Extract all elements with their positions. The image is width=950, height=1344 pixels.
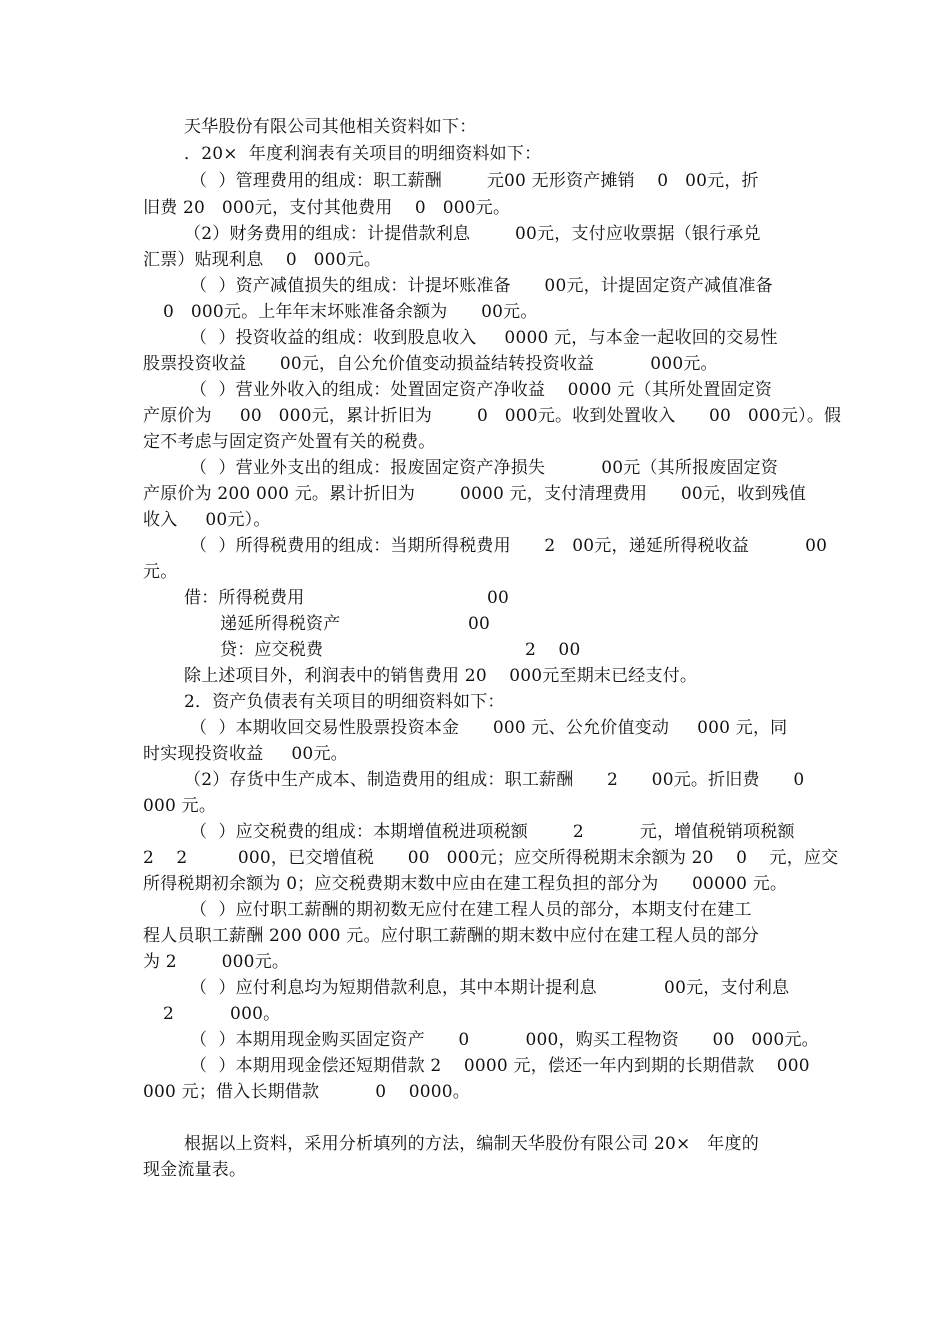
item-income-tax: （ ）所得税费用的组成：当期所得税费用 2 00元，递延所得税收益 00 bbox=[190, 536, 828, 556]
item-non-operating-income-cont2: 定不考虑与固定资产处置有关的税费。 bbox=[143, 432, 436, 452]
item-financial-expense: （2）财务费用的组成：计提借款利息 00元，支付应收票据（银行承兑 bbox=[184, 224, 761, 244]
item-fixed-asset-purchase: （ ）本期用现金购买固定资产 0 000，购买工程物资 00 000元。 bbox=[190, 1030, 819, 1050]
journal-credit-line: 贷：应交税费 bbox=[220, 640, 324, 660]
item-financial-expense-cont: 汇票）贴现利息 0 000元。 bbox=[143, 250, 382, 270]
journal-debit-amount-2: 00 bbox=[468, 614, 491, 634]
item-taxes-payable: （ ）应交税费的组成：本期增值税进项税额 2 元，增值税销项税额 bbox=[190, 822, 795, 842]
instruction-line-cont: 现金流量表。 bbox=[143, 1160, 247, 1180]
item-management-expense: （ ）管理费用的组成：职工薪酬 元00 无形资产摊销 0 00元，折 bbox=[190, 171, 759, 191]
item-inventory: （2）存货中生产成本、制造费用的组成：职工薪酬 2 00元。折旧费 0 bbox=[184, 770, 805, 790]
instruction-line: 根据以上资料，采用分析填列的方法，编制天华股份有限公司 20× 年度的 bbox=[184, 1134, 759, 1154]
item-loan-repayment: （ ）本期用现金偿还短期借款 2 0000 元，偿还一年内到期的长期借款 000 bbox=[190, 1056, 810, 1076]
item-taxes-payable-cont: 2 2 000，已交增值税 00 000元；应交所得税期末余额为 20 0 元，应交 bbox=[143, 848, 839, 868]
item-income-tax-cont: 元。 bbox=[143, 562, 178, 582]
journal-debit-line: 借：所得税费用 bbox=[184, 588, 305, 608]
item-trading-securities: （ ）本期收回交易性股票投资本金 000 元、公允价值变动 000 元，同 bbox=[190, 718, 788, 738]
item-management-expense-cont: 旧费 20 000元，支付其他费用 0 000元。 bbox=[143, 198, 511, 218]
intro-line: 天华股份有限公司其他相关资料如下： bbox=[184, 117, 477, 137]
item-non-operating-income: （ ）营业外收入的组成：处置固定资产净收益 0000 元（其所处置固定资 bbox=[190, 380, 773, 400]
item-inventory-cont: 000 元。 bbox=[143, 796, 217, 816]
item-payroll-payable-cont2: 为 2 000元。 bbox=[143, 952, 290, 972]
journal-debit-line-2: 递延所得税资产 bbox=[220, 614, 341, 634]
item-loan-repayment-cont: 000 元；借入长期借款 0 0000。 bbox=[143, 1082, 470, 1102]
item-interest-payable: （ ）应付利息均为短期借款利息，其中本期计提利息 00元，支付利息 bbox=[190, 978, 790, 998]
item-non-operating-expense-cont2: 收入 00元）。 bbox=[143, 510, 271, 530]
item-impairment-loss-cont: 0 000元。上年年末坏账准备余额为 00元。 bbox=[163, 302, 538, 322]
item-interest-payable-cont: 2 000。 bbox=[163, 1004, 281, 1024]
item-payroll-payable: （ ）应付职工薪酬的期初数无应付在建工程人员的部分，本期支付在建工 bbox=[190, 900, 752, 920]
item-non-operating-expense-cont: 产原价为 200 000 元。累计折旧为 0000 元，支付清理费用 00元，收到残值 bbox=[143, 484, 807, 504]
item-taxes-payable-cont2: 所得税期初余额为 0；应交税费期末数中应由在建工程负担的部分为 00000 元。 bbox=[143, 874, 788, 894]
item-investment-income: （ ）投资收益的组成：收到股息收入 0000 元，与本金一起收回的交易性 bbox=[190, 328, 778, 348]
item-impairment-loss: （ ）资产减值损失的组成：计提坏账准备 00元，计提固定资产减值准备 bbox=[190, 276, 773, 296]
selling-expense-note: 除上述项目外，利润表中的销售费用 20 000元至期末已经支付。 bbox=[184, 666, 698, 686]
item-trading-securities-cont: 时实现投资收益 00元。 bbox=[143, 744, 348, 764]
item-payroll-payable-cont: 程人员职工薪酬 200 000 元。应付职工薪酬的期末数中应付在建工程人员的部分 bbox=[143, 926, 760, 946]
item-investment-income-cont: 股票投资收益 00元，自公允价值变动损益结转投资收益 000元。 bbox=[143, 354, 718, 374]
journal-credit-amount: 2 00 bbox=[525, 640, 581, 660]
item-non-operating-expense: （ ）营业外支出的组成：报废固定资产净损失 00元（其所报废固定资 bbox=[190, 458, 779, 478]
section-heading-2: 2．资产负债表有关项目的明细资料如下： bbox=[184, 692, 505, 712]
item-non-operating-income-cont: 产原价为 00 000元，累计折旧为 0 000元。收到处置收入 00 000元）。假 bbox=[143, 406, 842, 426]
journal-debit-amount: 00 bbox=[487, 588, 510, 608]
section-heading-1: ．20× 年度利润表有关项目的明细资料如下： bbox=[184, 144, 542, 164]
